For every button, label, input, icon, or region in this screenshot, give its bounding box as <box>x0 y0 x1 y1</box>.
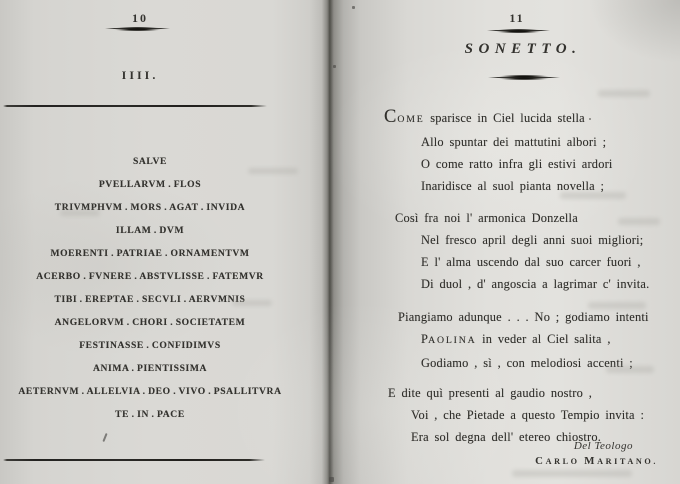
poem-line: O come ratto infra gli estivi ardori <box>421 157 613 171</box>
book-gutter <box>327 0 330 484</box>
ink-speck <box>333 65 336 68</box>
name-initial: M <box>584 455 598 467</box>
inscription-line: ANGELORVM . CHORI . SOCIETATEM <box>54 317 246 328</box>
author-name <box>535 455 658 467</box>
small-caps-run: AOLINA <box>428 335 477 346</box>
show-through-mark <box>598 90 650 97</box>
show-through-mark <box>232 300 272 306</box>
inscription-line: ANIMA . PIENTISSIMA <box>92 363 208 374</box>
poem-line: Nel fresco april degli anni suoi migliori; <box>421 233 644 247</box>
show-through-mark <box>618 218 660 225</box>
right-pagenum-rule <box>487 29 550 33</box>
inscription-line: FESTINASSE . CONFIDIMVS <box>79 340 221 351</box>
show-through-mark <box>588 302 646 309</box>
poem-line: Era sol degna dell' etereo chiostro. <box>411 430 602 444</box>
inscription-line: TE . IN . PACE <box>115 409 185 420</box>
ink-speck <box>352 6 355 9</box>
sonnet-title: SONETTO. <box>464 41 582 57</box>
sonnet-body <box>384 106 666 448</box>
poem-line: Così fra noi l' armonica Donzella <box>395 211 578 225</box>
name-run: ARITANO. <box>597 457 658 466</box>
inscription-line: SALVE <box>132 156 168 167</box>
poem-line: Allo spuntar dei mattutini albori ; <box>421 135 607 149</box>
author-attribution <box>535 440 658 467</box>
show-through-mark <box>60 210 100 216</box>
inscription-line: ACERBO . FVNERE . ABSTVLISSE . FATEMVR <box>36 271 264 282</box>
name-initial: C <box>535 455 546 467</box>
inscription-line: TRIVMPHVM . MORS . AGAT . INVIDA <box>54 202 246 213</box>
poem-line <box>421 328 666 352</box>
poem-line: Inaridisce al suol pianta novella ; <box>421 179 605 193</box>
inscription-line: TIBI . EREPTAE . SECVLI . AERVMNIS <box>54 294 246 305</box>
left-pagenum-rule <box>105 27 170 31</box>
author-role: Del Teologo <box>573 440 633 452</box>
poem-line: Di duol , d' angoscia a lagrimar c' invita. <box>421 277 650 291</box>
poem-line: E dite quì presenti al gaudio nostro , <box>388 386 593 400</box>
name-run: ARLO <box>545 457 580 466</box>
drop-cap: C <box>384 107 398 127</box>
show-through-mark <box>560 192 626 199</box>
ink-speck <box>102 433 107 442</box>
small-caps-initial: P <box>421 332 429 346</box>
inscription-line: MOERENTI . PATRIAE . ORNAMENTVM <box>50 248 250 259</box>
line-text: in veder al Ciel salita , <box>476 332 611 346</box>
left-top-rule <box>3 105 267 107</box>
show-through-mark <box>606 366 654 373</box>
poem-line: Piangiamo adunque . . . No ; godiamo intenti <box>398 310 649 324</box>
show-through-mark <box>512 470 632 477</box>
inscription-line: PVELLARVM . FLOS <box>98 179 202 190</box>
latin-inscription <box>8 150 292 426</box>
poem-line: Godiamo , sì , con melodiosi accenti ; <box>421 356 633 370</box>
ink-speck <box>589 118 591 120</box>
left-page-number: 10 <box>132 11 148 25</box>
title-flourish-rule <box>488 75 560 80</box>
right-page-number: 11 <box>509 11 525 25</box>
poem-line: E l' alma uscendo dal suo carcer fuori , <box>421 255 641 269</box>
left-bottom-rule <box>3 459 265 461</box>
ink-speck <box>329 477 334 482</box>
section-heading: IIII. <box>121 68 159 82</box>
poem-line: Voi , che Pietade a questo Tempio invita : <box>411 408 645 422</box>
show-through-mark <box>248 168 298 174</box>
small-caps-run: OME <box>397 114 425 125</box>
line-text: sparisce in Ciel lucida stella <box>424 111 585 125</box>
inscription-line: ILLAM . DVM <box>115 225 185 236</box>
poem-line <box>384 106 666 131</box>
inscription-line: AETERNVM . ALLELVIA . DEO . VIVO . PSALLITVRA <box>18 386 282 397</box>
